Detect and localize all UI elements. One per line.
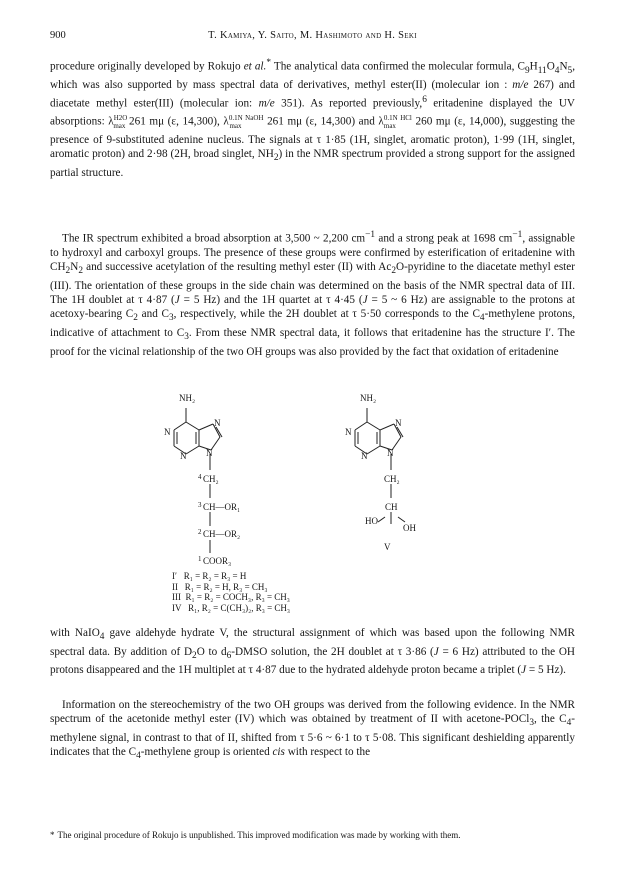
page-number: 900 — [50, 30, 66, 41]
n-label-left-3: N — [180, 451, 187, 461]
paragraph-molecular-formula: procedure originally developed by Rokujo et al.* The analytical data confirmed the molecular formula, $C_9H_{11}O_4N_5$, which was also supported by mass spectral data of derivatives, methyl ester(II) (molecular ion : m/e 267) and diacetate methyl ester(III) (molecular ion: m/e 351). As reported previously,$^6$ eritadenine displayed the UV absorptions: $\lambda^{H2O}_{max}$ 261 mμ (ε, 14,300), $\lambda^{0.1N NaOH}_{max}$ 261 mμ (ε, 14,300) and $\lambda^{0.1N HCl}_{max}$ 260 mμ (ε, 14,000), suggesting the presence of 9-substituted adenine nucleus. The signals at τ 1·85 (1H, singlet, aromatic proton), 1·99 (1H, singlet, aromatic proton) and 2·98 (2H, broad singlet, $NH_2$) in the NMR spectrum provided a strong support for the assigned partial structure. — [50, 58, 576, 179]
n-label-right-3: N — [361, 451, 368, 461]
n-label-left-2: N — [214, 418, 221, 428]
paragraph-naio4-oxidation: with NaIO$_4$ gave aldehyde hydrate V, the structural assignment of which was based upon the following NMR spectral data. By addition of $D_2O$ to $d_6$-DMSO solution, the 2H doublet at τ 3·86 (J = 6 Hz) attributed to the OH protons disappeared and the 1H multiplet at τ 4·87 due to the hydrated aldehyde proton became a triplet (J = 5 Hz). — [50, 627, 576, 677]
nh2-label-left: NH₂ — [179, 393, 196, 403]
compound-key-item: I′ R₁ = R₂ = R₃ = H — [172, 571, 247, 581]
ch2-label-right: CH₂ — [384, 474, 400, 484]
ch-label-right: CH — [385, 502, 398, 512]
oh-label: OH — [403, 523, 416, 533]
position-1-label: 1 — [198, 555, 202, 563]
ch-or2-label: CH—OR₂ — [203, 529, 241, 539]
footnote-mark: * — [50, 830, 55, 840]
compound-key-item: II R₁ = R₂ = H, R₃ = CH₃ — [172, 581, 268, 592]
n-label-right-4: N — [387, 448, 394, 458]
n-label-right-1: N — [345, 427, 352, 437]
footnote-text: The original procedure of Rokujo is unpublished. This improved modification was made by working with them. — [57, 830, 461, 840]
position-4-label: 4 — [198, 473, 202, 481]
nh2-label-right: NH₂ — [360, 393, 377, 403]
footnote — [50, 830, 575, 841]
paragraph-ir-spectrum: The IR spectrum exhibited a broad absorption at 3,500 ~ 2,200 $cm^{-1}$ and a strong peak at 1698 $cm^{-1}$, assignable to hydroxyl and carboxyl groups. The presence of these groups were confirmed by esterification of eritadenine with $CH_2N_2$ and successive acetylation of the resulting methyl ester (II) with $Ac_2O$-pyridine to the diacetate methyl ester (III). The orientation of these groups in the side chain was determined on the basis of the NMR spectral data of III. The 1H doublet at τ 4·87 (J = 5 Hz) and the 1H quartet at τ 4·45 (J = 5 ~ 6 Hz) are assignable to the protons at acetoxy-bearing $C_2$ and $C_3$, respectively, while the 2H doublet at τ 5·50 corresponds to the $C_4$-methylene protons, indicative of attachment to $C_3$. From these NMR spectral data, it follows that eritadenine has the structure I′. The proof for the vicinal relationship of the two OH groups was also provided by the fact that oxidation of eritadenine — [50, 230, 575, 358]
compound-v-label: V — [384, 542, 391, 552]
n-label-right-2: N — [395, 418, 402, 428]
position-2-label: 2 — [198, 528, 202, 536]
n-label-left-1: N — [164, 427, 171, 437]
n-label-left-4: N — [206, 448, 213, 458]
position-3-label: 3 — [198, 501, 202, 509]
ch2-label-left: CH₂ — [203, 474, 219, 484]
ho-label: HO — [365, 516, 378, 526]
compound-key — [172, 571, 290, 613]
compound-key-item: III R₁ = R₂ = COCH₃, R₃ = CH₃ — [172, 592, 290, 602]
running-header-authors: T. Kamiya, Y. Saito, M. Hashimoto and H. Seki — [208, 30, 417, 41]
paragraph-stereochemistry: Information on the stereochemistry of the two OH groups was derived from the following evidence. In the NMR spectrum of the acetonide methyl ester (IV) which was obtained by treatment of II with acetone-POCl$_3$, the $C_4$-methylene signal, in contrast to that of II, shifted from τ 5·6 ~ 6·1 to τ 5·08. This significant deshielding apparently indicates that the $C_4$-methylene group is oriented cis with respect to the — [50, 699, 575, 762]
compound-key-item: IV R₁, R₂ = C(CH₃)₂, R₃ = CH₃ — [172, 602, 291, 613]
ch-or1-label: CH—OR₁ — [203, 502, 241, 512]
coor3-label: COOR₃ — [203, 556, 232, 566]
